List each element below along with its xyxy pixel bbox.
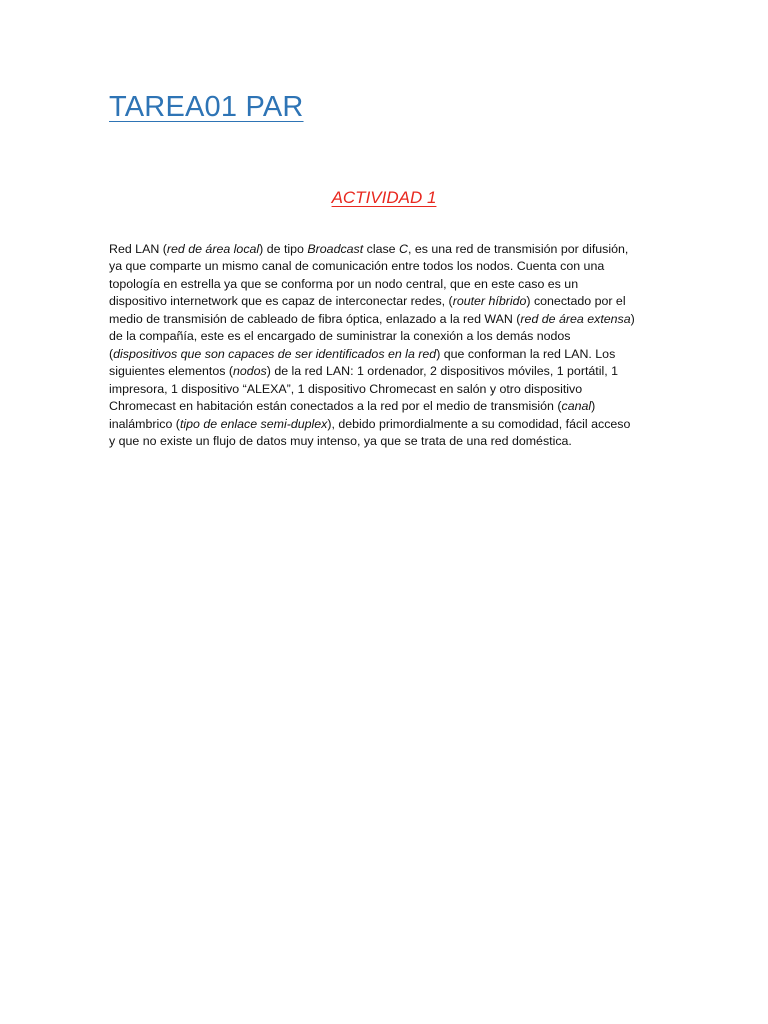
text-run: ) que conforman la red LAN. Los [436,346,616,361]
paragraph-line [109,258,669,275]
italic-term: red de área local [166,242,260,256]
text-run: ), debido primordialmente a su comodidad, fácil acceso [327,416,631,431]
body-paragraph [109,241,669,450]
text-run: ) de la red LAN: 1 ordenador, 2 dispositivos móviles, 1 portátil, 1 [266,364,619,379]
text-run: , es una red de transmisión por difusión, [407,242,629,256]
text-run: ) [591,399,596,414]
text-run: ( [109,346,114,361]
paragraph-line [109,433,669,450]
activity-heading: ACTIVIDAD 1 [331,188,437,207]
text-run: ) conectado por el [526,294,626,309]
document-title: TAREA01 PAR [109,91,304,123]
text-run: topología en estrella ya que se conforma por un nodo central, que en este caso es un [109,276,579,291]
text-run: ) [630,311,635,326]
text-run: y que no existe un flujo de datos muy intenso, ya que se trata de una red doméstica. [109,433,572,448]
italic-term: canal [561,399,592,414]
paragraph-line [109,416,669,433]
paragraph-line [109,381,669,398]
text-run: ) de tipo [259,242,308,256]
paragraph-line [109,328,669,345]
paragraph-line [109,276,669,293]
paragraph-line [109,363,669,380]
paragraph-line [109,241,669,258]
paragraph-line [109,346,669,363]
italic-term: red de área extensa [520,311,631,326]
text-run: inalámbrico ( [109,416,180,431]
italic-term: C [399,242,408,256]
text-run: Chromecast en habitación están conectados a la red por el medio de transmisión ( [109,399,562,414]
paragraph-line [109,293,669,310]
paragraph-line [109,398,669,415]
italic-term: nodos [232,364,267,379]
text-run: medio de transmisión de cableado de fibra óptica, enlazado a la red WAN ( [109,311,521,326]
text-run: clase [363,242,399,256]
text-run: ya que comparte un mismo canal de comunicación entre todos los nodos. Cuenta con una [109,259,605,274]
italic-term: dispositivos que son capaces de ser identificados en la red [113,346,437,361]
text-run: siguientes elementos ( [109,364,233,379]
paragraph-line [109,311,669,328]
italic-term: Broadcast [307,242,364,256]
italic-term: tipo de enlace semi-duplex [179,416,328,431]
text-run: de la compañía, este es el encargado de suministrar la conexión a los demás nodos [109,329,571,344]
text-run: Red LAN ( [109,242,167,256]
italic-term: router híbrido [452,294,527,309]
text-run: impresora, 1 dispositivo “ALEXA”, 1 dispositivo Chromecast en salón y otro dispositivo [109,381,583,396]
text-run: dispositivo internetwork que es capaz de interconectar redes, ( [109,294,453,309]
